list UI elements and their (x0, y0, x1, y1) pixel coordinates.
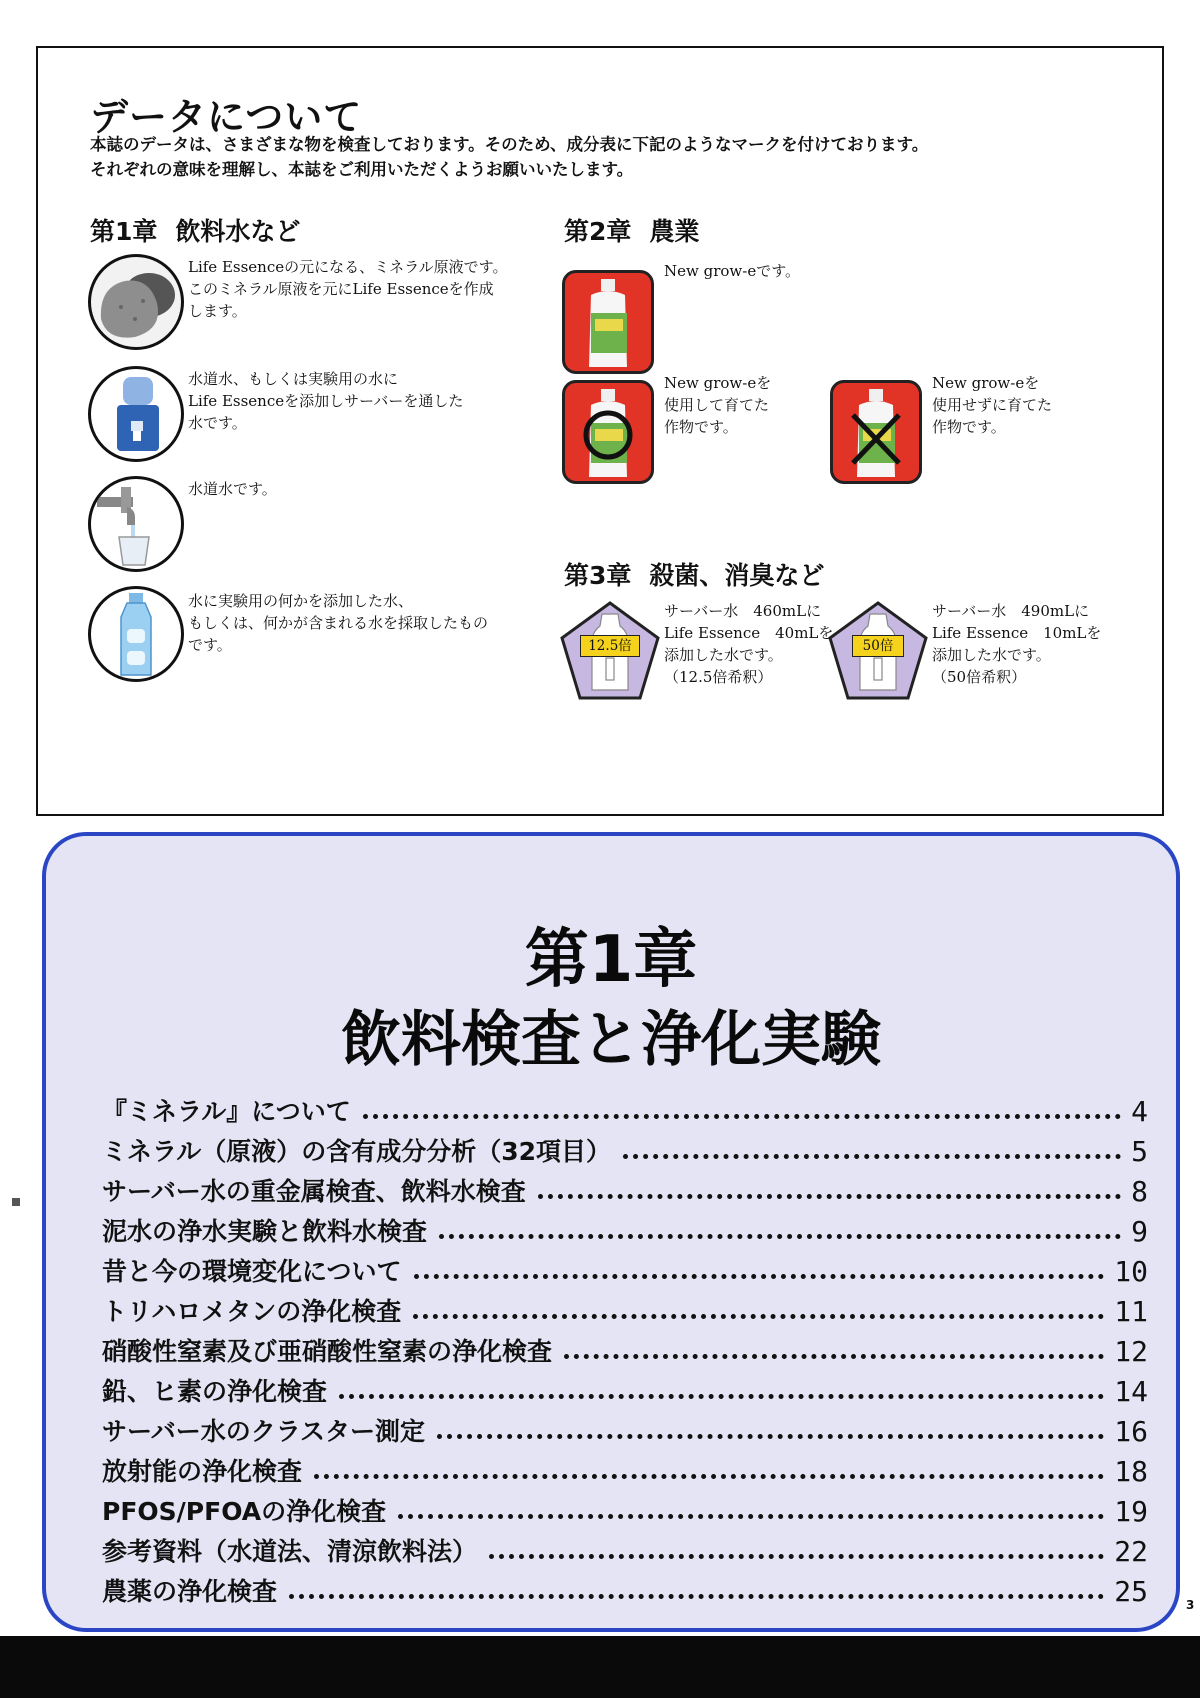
toc-entry-label: 放射能の浄化検査 (102, 1457, 303, 1486)
toc-leader-dots (363, 1114, 1121, 1119)
chapter1-item-text: Life Essenceの元になる、ミネラル原液です。 このミネラル原液を元にLife Essenceを作成 します。 (188, 258, 508, 320)
toc-leader-dots (414, 1274, 1105, 1279)
toc-leader-dots (339, 1394, 1104, 1399)
chapter2-item-text: New grow-eです。 (664, 262, 800, 280)
toc-leader-dots (413, 1314, 1104, 1319)
chapter2-item-text: New grow-eを 使用せずに育てた 作物です。 (932, 374, 1053, 436)
plastic-bottle-icon (88, 586, 184, 682)
toc-entry-label: サーバー水の重金属検査、飲料水検査 (102, 1177, 526, 1206)
chapter3-heading (564, 556, 824, 592)
toc-entry-page: 9 (1131, 1215, 1148, 1248)
toc-leader-dots (398, 1514, 1104, 1519)
dilution-pentagon-icon (826, 600, 930, 702)
toc-entry-label: 泥水の浄水実験と飲料水検査 (102, 1217, 428, 1246)
dilution-badge: 50倍 (852, 635, 904, 657)
page-number: 3 (1186, 1598, 1195, 1612)
toc-entry-label: 農薬の浄化検査 (102, 1577, 278, 1606)
toc-entry-page: 16 (1114, 1415, 1148, 1448)
toc-leader-dots (623, 1154, 1121, 1159)
toc-entry-label: トリハロメタンの浄化検査 (102, 1297, 402, 1326)
chapter2-name: 農業 (649, 217, 700, 246)
toc-entry-page: 11 (1114, 1295, 1148, 1328)
toc-entry (102, 1088, 1148, 1128)
toc-leader-dots (314, 1474, 1104, 1479)
toc-entry-page: 22 (1114, 1535, 1148, 1568)
intro-line-1: 本誌のデータは、さまざまな物を検査しております。そのため、成分表に下記のようなマークを付けております。 (90, 135, 929, 154)
toc-leader-dots (437, 1434, 1104, 1439)
toc-entry-page: 18 (1114, 1455, 1148, 1488)
toc-entry-label: サーバー水のクラスター測定 (102, 1417, 426, 1446)
chapter2-heading (564, 212, 699, 248)
toc-entry-label: 昔と今の環境変化について (102, 1257, 402, 1286)
toc-entry (102, 1168, 1148, 1208)
toc-entry-label: 硝酸性窒素及び亜硝酸性窒素の浄化検査 (102, 1337, 553, 1366)
chapter-panel (42, 832, 1180, 1632)
toc-entry (102, 1528, 1148, 1568)
dilution-badge: 12.5倍 (580, 635, 640, 657)
grow-e-cross-icon (830, 380, 922, 484)
toc-entry-page: 19 (1114, 1495, 1148, 1528)
toc-leader-dots (289, 1594, 1104, 1599)
scan-mark (12, 1198, 20, 1206)
dilution-pentagon-icon (558, 600, 662, 702)
toc-entry-label: ミネラル（原液）の含有成分分析（32項目） (102, 1137, 612, 1166)
toc-entry-label: 鉛、ヒ素の浄化検査 (102, 1377, 328, 1406)
scan-bottom-edge (0, 1636, 1200, 1698)
chapter2-number: 第2章 (564, 217, 632, 246)
grow-e-circle-icon (562, 380, 654, 484)
chapter1-number: 第1章 (90, 217, 158, 246)
toc-entry (102, 1208, 1148, 1248)
toc-entry (102, 1408, 1148, 1448)
chapter3-name: 殺菌、消臭など (649, 561, 825, 590)
toc-entry-label: 参考資料（水道法、清涼飲料法） (102, 1537, 478, 1566)
toc-entry (102, 1368, 1148, 1408)
grow-e-bottle-icon (562, 270, 654, 374)
toc-entry (102, 1448, 1148, 1488)
chapter3-item-text: サーバー水 460mLに Life Essence 40mLを 添加した水です。 （12.5倍希釈） (664, 602, 834, 686)
toc-entry-label: PFOS/PFOAの浄化検査 (102, 1497, 387, 1526)
chapter1-item-text: 水道水です。 (188, 480, 277, 498)
chapter1-heading (90, 212, 300, 248)
chapter1-item-text: 水に実験用の何かを添加した水、 もしくは、何かが含まれる水を採取したもの です。 (188, 592, 489, 654)
chapter-number-title: 第1章 (524, 923, 698, 997)
chapter1-name: 飲料水など (175, 217, 301, 246)
toc-entry-page: 25 (1114, 1575, 1148, 1608)
toc-entry-page: 4 (1131, 1095, 1148, 1128)
chapter2-item-text: New grow-eを 使用して育てた 作物です。 (664, 374, 772, 436)
chapter-title: 飲料検査と浄化実験 (341, 1005, 881, 1075)
toc-entry-page: 8 (1131, 1175, 1148, 1208)
toc-leader-dots (439, 1234, 1121, 1239)
toc-leader-dots (538, 1194, 1121, 1199)
data-legend-box (36, 46, 1164, 816)
toc-entry-page: 5 (1131, 1135, 1148, 1168)
chapter3-item-text: サーバー水 490mLに Life Essence 10mLを 添加した水です。 （50倍希釈） (932, 602, 1102, 686)
toc-entry (102, 1248, 1148, 1288)
water-server-icon (88, 366, 184, 462)
toc-entry (102, 1128, 1148, 1168)
mineral-stone-icon (88, 254, 184, 350)
toc-entry-label: 『ミネラル』について (102, 1097, 351, 1126)
section-title: データについて (90, 95, 363, 139)
toc-entry (102, 1488, 1148, 1528)
toc-entry (102, 1328, 1148, 1368)
faucet-glass-icon (88, 476, 184, 572)
chapter1-item-text: 水道水、もしくは実験用の水に Life Essenceを添加しサーバーを通した 水です。 (188, 370, 464, 432)
intro-line-2: それぞれの意味を理解し、本誌をご利用いただくようお願いいたします。 (90, 160, 634, 179)
toc-entry-page: 12 (1114, 1335, 1148, 1368)
toc-leader-dots (489, 1554, 1104, 1559)
toc-entry (102, 1568, 1148, 1608)
toc-leader-dots (564, 1354, 1104, 1359)
toc-entry-page: 14 (1114, 1375, 1148, 1408)
section-intro (90, 132, 928, 182)
toc-entry-page: 10 (1114, 1255, 1148, 1288)
toc-entry (102, 1288, 1148, 1328)
chapter3-number: 第3章 (564, 561, 632, 590)
